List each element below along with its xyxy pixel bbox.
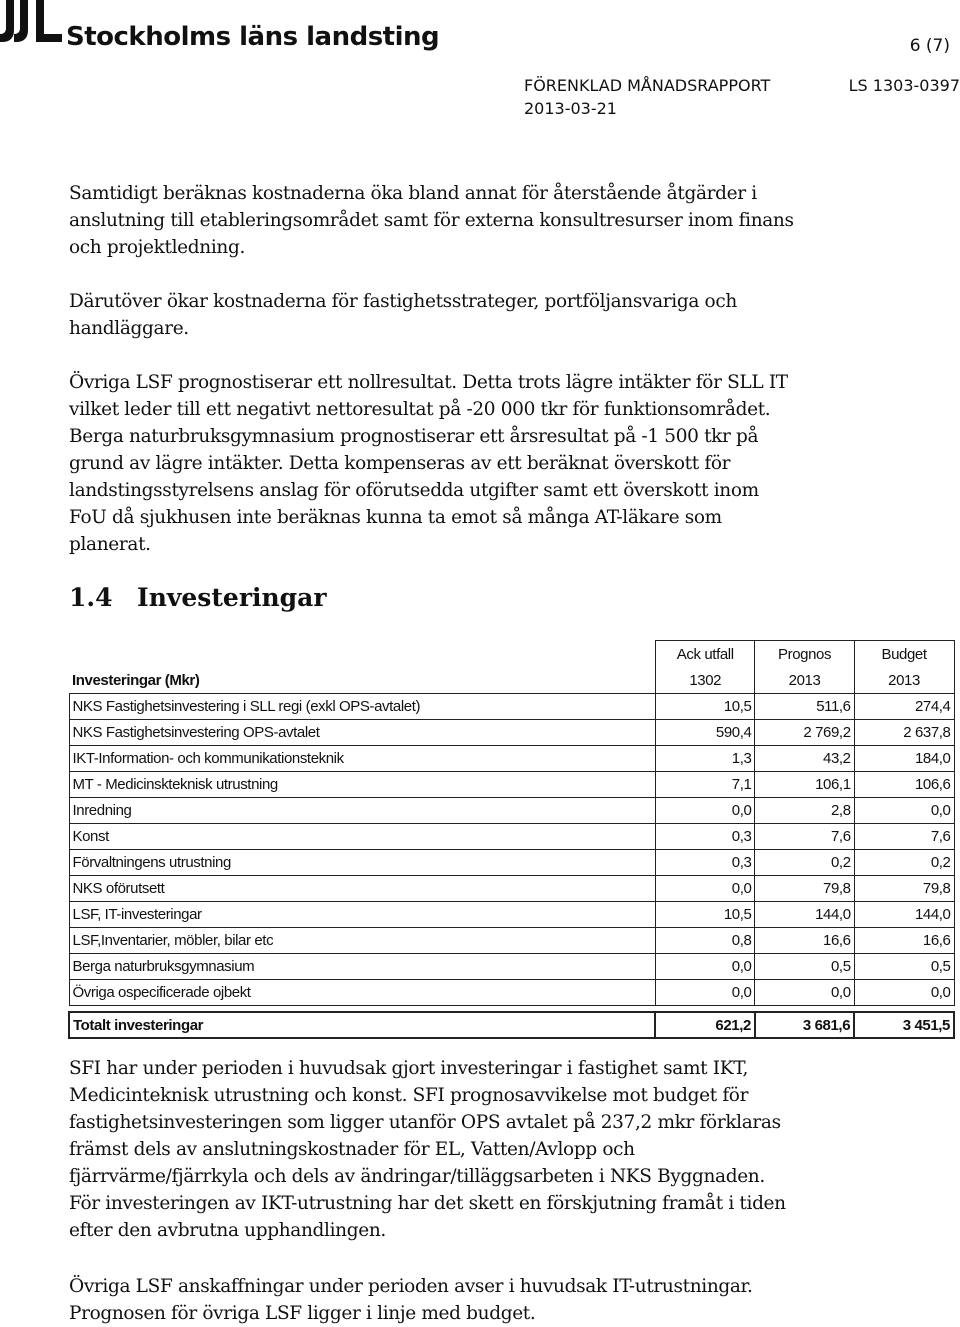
header-cell: Prognos [755,641,854,668]
cell-value: 0,5 [854,954,954,980]
row-label: MT - Medicinskteknisk utrustning [69,772,655,798]
cell-value: 0,0 [854,980,954,1006]
row-label: NKS Fastighetsinvestering OPS-avtalet [69,720,655,746]
row-label: LSF,Inventarier, möbler, bilar etc [69,928,655,954]
total-value: 3 681,6 [755,1012,854,1038]
cell-value: 590,4 [655,720,754,746]
table-row [69,902,954,928]
table-row [69,954,954,980]
paragraph: Övriga LSF prognostiserar ett nollresultat. Detta trots lägre intäkter för SLL IT vilket leder till ett negativt nettoresultat på -20 000 tkr för funktionsområdet. Berga naturbruksgymnasium prognostiserar ett årsresultat på -1 500 tkr på grund av lägre intäkter. Detta kompenseras av ett beräknat överskott för landstingsstyrelsens anslag för oförutsedda utgifter samt ett överskott inom FoU då sjukhusen inte beräknas kunna ta emot så många AT-läkare som planerat. [69,372,788,555]
total-value: 621,2 [655,1012,754,1038]
header-cell: Investeringar (Mkr) [69,667,655,694]
table-total-row [69,1012,954,1038]
cell-value: 2 769,2 [755,720,854,746]
row-label: Förvaltningens utrustning [69,850,655,876]
row-label: Övriga ospecificerade ojbekt [69,980,655,1006]
cell-value: 10,5 [655,902,754,928]
total-value: 3 451,5 [854,1012,954,1038]
section-title: Investeringar [137,583,327,612]
row-label: Berga naturbruksgymnasium [69,954,655,980]
header-cell: Budget [854,641,954,668]
paragraph: Samtidigt beräknas kostnaderna öka bland annat för återstående åtgärder i anslutning till etableringsområdet samt för externa konsultresurser inom finans och projektledning. [69,183,794,258]
cell-value: 16,6 [854,928,954,954]
table-row [69,746,954,772]
cell-value: 0,0 [854,798,954,824]
page-number: 6 (7) [909,36,950,56]
cell-value: 0,0 [655,980,754,1006]
cell-value: 0,0 [655,954,754,980]
cell-value: 0,0 [655,798,754,824]
header-cell: 2013 [755,667,854,694]
logo [0,0,439,52]
row-label: LSF, IT-investeringar [69,902,655,928]
paragraph: Övriga LSF anskaffningar under perioden avser i huvudsak IT-utrustningar. Prognosen för övriga LSF ligger i linje med budget. [69,1276,753,1324]
cell-value: 0,0 [655,876,754,902]
cell-value: 0,3 [655,850,754,876]
report-title: FÖRENKLAD MÅNADSRAPPORT [524,76,771,95]
row-label: NKS oförutsett [69,876,655,902]
cell-value: 0,8 [655,928,754,954]
cell-value: 2,8 [755,798,854,824]
section-heading [69,583,327,612]
cell-value: 1,3 [655,746,754,772]
table-row [69,772,954,798]
cell-value: 274,4 [854,694,954,720]
header-cell: 1302 [655,667,754,694]
cell-value: 144,0 [854,902,954,928]
cell-value: 184,0 [854,746,954,772]
cell-value: 0,2 [755,850,854,876]
org-name: Stockholms läns landsting [66,22,440,52]
paragraph: Därutöver ökar kostnaderna för fastighetsstrateger, portföljansvariga och handläggare. [69,291,737,339]
table-row [69,720,954,746]
report-reference: LS 1303-0397 [848,76,960,95]
table-row [69,980,954,1006]
cell-value: 106,1 [755,772,854,798]
report-date: 2013-03-21 [524,99,617,118]
header-cell: 2013 [854,667,954,694]
table-header-row [69,641,954,668]
cell-value: 7,6 [854,824,954,850]
investment-table [68,640,955,1039]
cell-value: 106,6 [854,772,954,798]
table-row [69,824,954,850]
row-label: NKS Fastighetsinvestering i SLL regi (exkl OPS-avtalet) [69,694,655,720]
row-label: IKT-Information- och kommunikationsteknik [69,746,655,772]
table-row [69,694,954,720]
row-label: Konst [69,824,655,850]
header-cell: Ack utfall [655,641,754,668]
cell-value: 16,6 [755,928,854,954]
cell-value: 79,8 [854,876,954,902]
row-label: Inredning [69,798,655,824]
cell-value: 511,6 [755,694,854,720]
cell-value: 10,5 [655,694,754,720]
cell-value: 144,0 [755,902,854,928]
total-label: Totalt investeringar [69,1012,655,1038]
cell-value: 0,0 [755,980,854,1006]
table-row [69,850,954,876]
cell-value: 0,3 [655,824,754,850]
sll-logo-icon [0,0,62,50]
table-row [69,798,954,824]
cell-value: 43,2 [755,746,854,772]
table-row [69,876,954,902]
cell-value: 0,5 [755,954,854,980]
header-cell [69,641,655,668]
cell-value: 7,1 [655,772,754,798]
cell-value: 0,2 [854,850,954,876]
paragraph: SFI har under perioden i huvudsak gjort investeringar i fastighet samt IKT, Medicinteknisk utrustning och konst. SFI prognosavvikelse mot budget för fastighetsinvesteringen som ligger utanför OPS avtalet på 237,2 mkr förklaras främst dels av anslutningskostnader för EL, Vatten/Avlopp och fjärrvärme/fjärrkyla och dels av ändringar/tilläggsarbeten i NKS Byggnaden. För investeringen av IKT-utrustning har det skett en förskjutning framåt i tiden efter den avbrutna upphandlingen. [69,1058,786,1241]
cell-value: 79,8 [755,876,854,902]
table-header-row [69,667,954,694]
cell-value: 2 637,8 [854,720,954,746]
section-number: 1.4 [69,583,113,612]
cell-value: 7,6 [755,824,854,850]
table-row [69,928,954,954]
